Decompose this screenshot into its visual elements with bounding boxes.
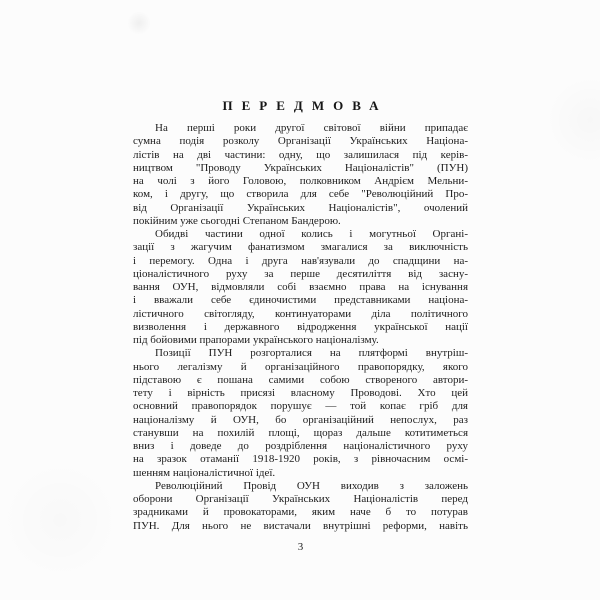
text-line: визволення і державного відродження української нації [133,320,468,333]
text-block [133,122,468,533]
paragraph [133,480,468,533]
paragraph [133,122,468,228]
text-line: покійним уже сьогодні Степаном Бандерою. [133,214,341,227]
text-line: підставою є пошана самими собою створеного автори- [133,373,468,386]
text-line: вниз і доведе до роздріблення націоналістичного руху [133,440,468,452]
text-line: шенням націоналістичної ідеї. [133,466,276,479]
text-line: ком, і другу, що створила для себе "Революційний Про- [133,188,468,201]
text-line: Революційний Провід ОУН виходив з заложень [155,479,468,492]
page-title: ПЕРЕДМОВА [222,98,388,113]
text-line: Обидві частини одної колись і могутньої Органі- [155,228,468,240]
text-line: станувши на похилій площі, щораз дальше котитиметься [133,426,468,439]
text-line: вання ОУН, відмовляли собі взаємно права на існування [133,281,468,293]
text-line: ництвом "Проводу Українських Націоналістів" (ПУН) [133,161,468,174]
paragraph [133,228,468,347]
text-line: тету і вірність присязі власному Проводові. Хто цей [133,387,468,399]
text-line: ціоналістичного руху за перше десятиліття від засну- [133,267,468,280]
text-line: зрадниками й провокаторами, яким наче б то потурав [133,506,468,519]
text-line: сумна подія розколу Організації Українських Націона- [133,135,468,148]
text-line: нього легалізму й організаційного правопорядку, якого [133,360,468,373]
text-line: на зразок отаманії 1918-1920 років, з рівночасним осмі- [133,453,468,466]
text-line: і вважали себе єдиночистими представниками націона- [133,294,468,307]
text-line: націоналізму й ОУН, бо організаційний непослух, раз [133,413,468,426]
text-line: зації з жагучим фанатизмом змагалися за виключність [133,241,468,254]
text-line: оборони Організації Українських Націоналістів перед [133,493,468,505]
page-number: 3 [297,541,304,553]
text-line: під бойовими прапорами українського націоналізму. [133,334,379,346]
text-line: На перші роки другої світової війни припадає [155,122,468,134]
text-line: основний правопорядок порушує — той копає гріб для [133,400,468,413]
text-line: лістичного світогляду, континуаторами діла політичного [133,307,468,320]
paragraph [133,347,468,480]
text-line: Позиції ПУН розгорталися на плятформі внутріш- [155,347,468,360]
text-line: від Організації Українських Націоналістів", очолений [133,201,468,214]
text-line: лістів на дві частини: одну, що залишилася під керів- [133,148,468,161]
text-line: на чолі з його Головою, полковником Андрієм Мельни- [133,175,468,187]
text-line: ПУН. Для нього не вистачали внутрішні реформи, навіть [133,519,468,532]
text-line: і перемогу. Одна і друга нав'язували до спадщини на- [133,254,468,267]
